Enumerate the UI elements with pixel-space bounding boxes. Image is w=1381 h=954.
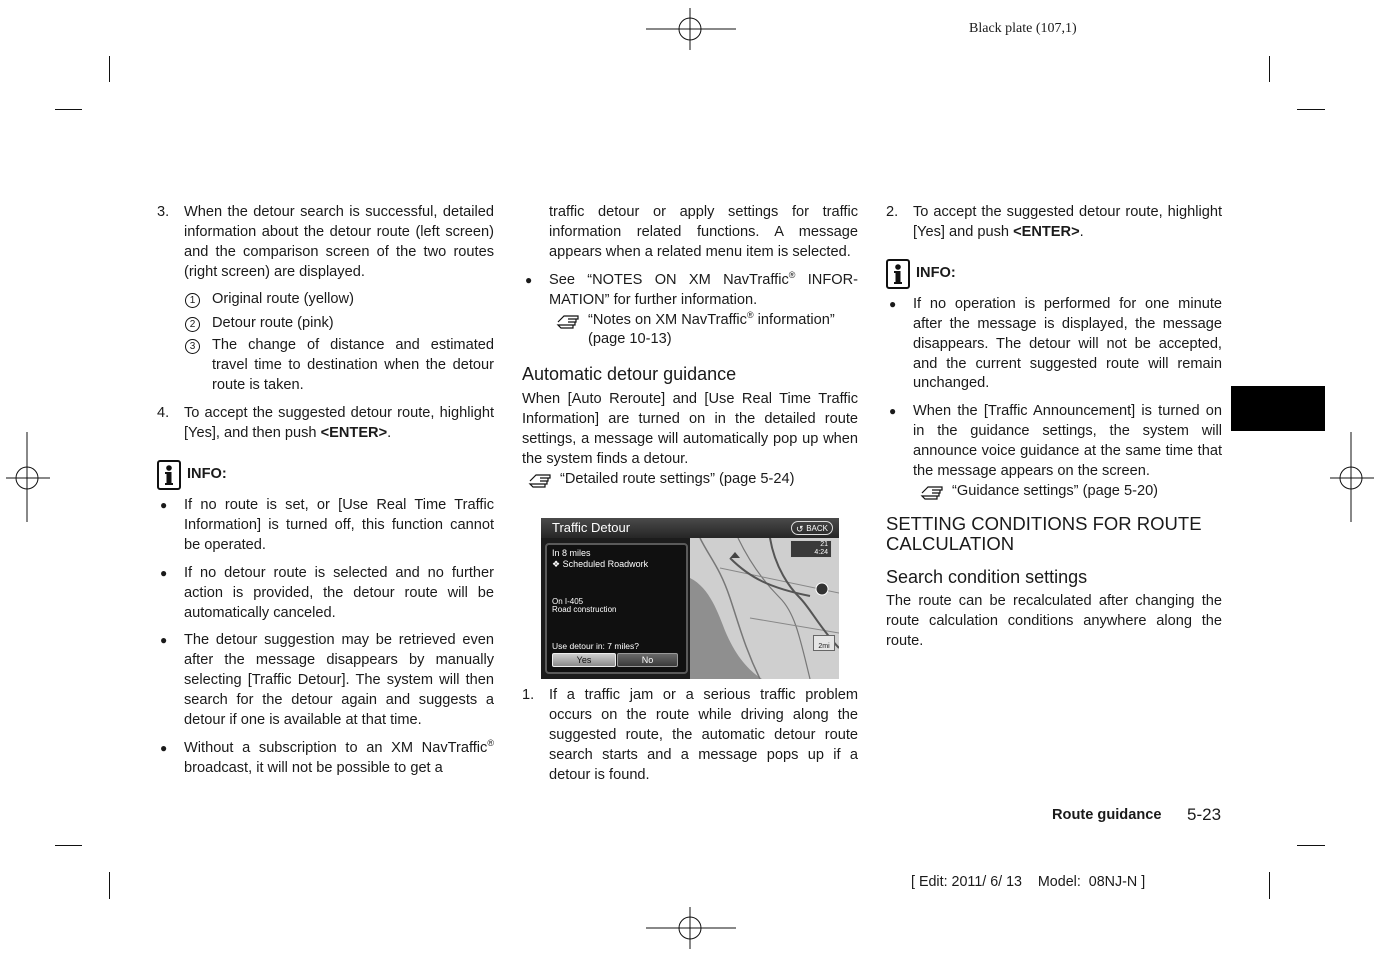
no-button[interactable]: No (617, 653, 678, 667)
detour-question: Use detour in: 7 miles? (552, 641, 639, 651)
page-reference: “Detailed route settings” (page 5-24) (522, 470, 858, 490)
info-bullet: ● The detour suggestion may be retrieved even after the message disappears by manually selecting [Traffic Detour]. The system will then search for the detour again and suggests a detour if one is available at that time. (160, 632, 494, 729)
info-bullet: ● If no operation is performed for one minute after the message is displayed, the message disappears. The detour will not be accepted, and the current suggested route will remain unchanged. (889, 295, 1222, 392)
see-bullet: ● See “NOTES ON XM NavTraffic® INFOR-MATION” for further information. (525, 269, 858, 308)
road-text: On I-405 (552, 597, 584, 606)
section-name: Route guidance (1052, 807, 1162, 823)
plate-label: Black plate (107,1) (969, 21, 1077, 36)
bullet-icon: ● (160, 633, 168, 648)
bullet-icon: ● (160, 497, 168, 512)
info-heading: INFO: (886, 259, 1222, 289)
traffic-detour-screen (541, 518, 839, 679)
crop-mark (109, 56, 110, 82)
bullet-icon: ● (525, 272, 533, 287)
map-view (690, 538, 839, 679)
column-right (886, 203, 1222, 652)
number-badge: 3 (185, 339, 200, 354)
reference-hand-icon (556, 313, 582, 329)
crop-mark (109, 872, 110, 899)
continued-text: traffic detour or apply settings for traffic information related functions. A message appears when a related menu item is selected. (549, 204, 858, 260)
registration-mark-icon (6, 432, 50, 522)
sub-item-3: 3 The change of distance and estimated travel time to destination when the detour route is taken. (157, 336, 494, 396)
registration-mark-icon (646, 907, 736, 949)
roadwork-icon: ❖ (552, 559, 561, 569)
page-reference: “Guidance settings” (page 5-20) (886, 482, 1222, 502)
sub-item-2: 2 Detour route (pink) (157, 314, 494, 334)
bullet-icon: ● (889, 296, 897, 311)
crop-mark (1297, 109, 1325, 110)
subsection-heading: Search condition settings (886, 566, 1088, 587)
section-heading: SETTING CONDITIONS FOR ROUTE CALCULATION (886, 512, 1202, 554)
back-button[interactable]: ↺ BACK (791, 521, 833, 535)
map-scale[interactable]: 2mi (813, 635, 835, 651)
paragraph: The route can be recalculated after changing the route calculation conditions anywhere along the route. (886, 592, 1222, 649)
step-4: 4. To accept the suggested detour route, highlight [Yes], and then push <ENTER>. (157, 405, 494, 442)
column-left (157, 203, 494, 779)
edit-info: [ Edit: 2011/ 6/ 13 Model: 08NJ-N ] (911, 874, 1146, 890)
page-reference: “Notes on XM NavTraffic® information” (page 10-13) (522, 311, 858, 351)
step-3: 3. When the detour search is successful, detailed information about the detour route (left screen) and the comparison screen of the two routes (right screen) are displayed. (157, 204, 494, 280)
bullet-icon: ● (160, 740, 168, 755)
section-heading: Automatic detour guidance (522, 364, 737, 385)
enter-key: <ENTER> (320, 425, 388, 442)
page-number: 5-23 (1187, 805, 1222, 824)
registration-mark-icon (646, 8, 736, 50)
reference-hand-icon (528, 472, 554, 488)
paragraph: When [Auto Reroute] and [Use Real Time Traffic Information] are turned on in the detailed route settings, a message will automatically pop up when the system finds a detour. (522, 391, 858, 468)
incident-text: Road construction (552, 605, 617, 614)
back-arrow-icon: ↺ (796, 524, 804, 534)
roadwork-line: ❖ Scheduled Roadwork (552, 559, 649, 569)
sub-item-1: 1 Original route (yellow) (157, 290, 494, 310)
bullet-icon: ● (160, 565, 168, 580)
column-middle-bottom (522, 686, 858, 786)
crop-mark (1269, 56, 1270, 82)
registration-mark-icon (1330, 432, 1374, 522)
enter-key: <ENTER> (1013, 223, 1080, 240)
crop-mark (1297, 845, 1325, 846)
step-2: 2. To accept the suggested detour route, highlight [Yes] and push <ENTER>. (886, 204, 1222, 240)
crop-mark (55, 845, 82, 846)
reference-hand-icon (920, 484, 946, 500)
column-middle (522, 203, 858, 490)
crop-mark (1269, 872, 1270, 899)
number-badge: 1 (185, 293, 200, 308)
info-bullet: ● When the [Traffic Announcement] is turned on in the guidance settings, the system will announce voice guidance at the same time that the message appears on the screen. (889, 403, 1222, 480)
bullet-icon: ● (889, 404, 897, 419)
yes-button[interactable]: Yes (552, 653, 616, 667)
chapter-tab (1231, 386, 1325, 431)
info-bullet: ● Without a subscription to an XM NavTraffic® broadcast, it will not be possible to get a (160, 738, 494, 776)
screen-title: Traffic Detour (552, 520, 631, 535)
info-heading: INFO: (157, 460, 494, 490)
step-1: 1. If a traffic jam or a serious traffic problem occurs on the route while driving along the suggested route, the automatic detour route search starts and a message pops up if a detour is found. (522, 687, 858, 783)
info-icon (886, 259, 910, 289)
number-badge: 2 (185, 317, 200, 332)
info-bullet: ● If no detour route is selected and no further action is provided, the detour route will be automatically canceled. (160, 564, 494, 621)
info-icon (157, 460, 181, 490)
time-badge: 21 4:24 (790, 540, 832, 558)
distance-text: In 8 miles (552, 548, 591, 558)
info-bullet: ● If no route is set, or [Use Real Time Traffic Information] is turned off, this function cannot be operated. (160, 496, 494, 553)
crop-mark (55, 109, 82, 110)
